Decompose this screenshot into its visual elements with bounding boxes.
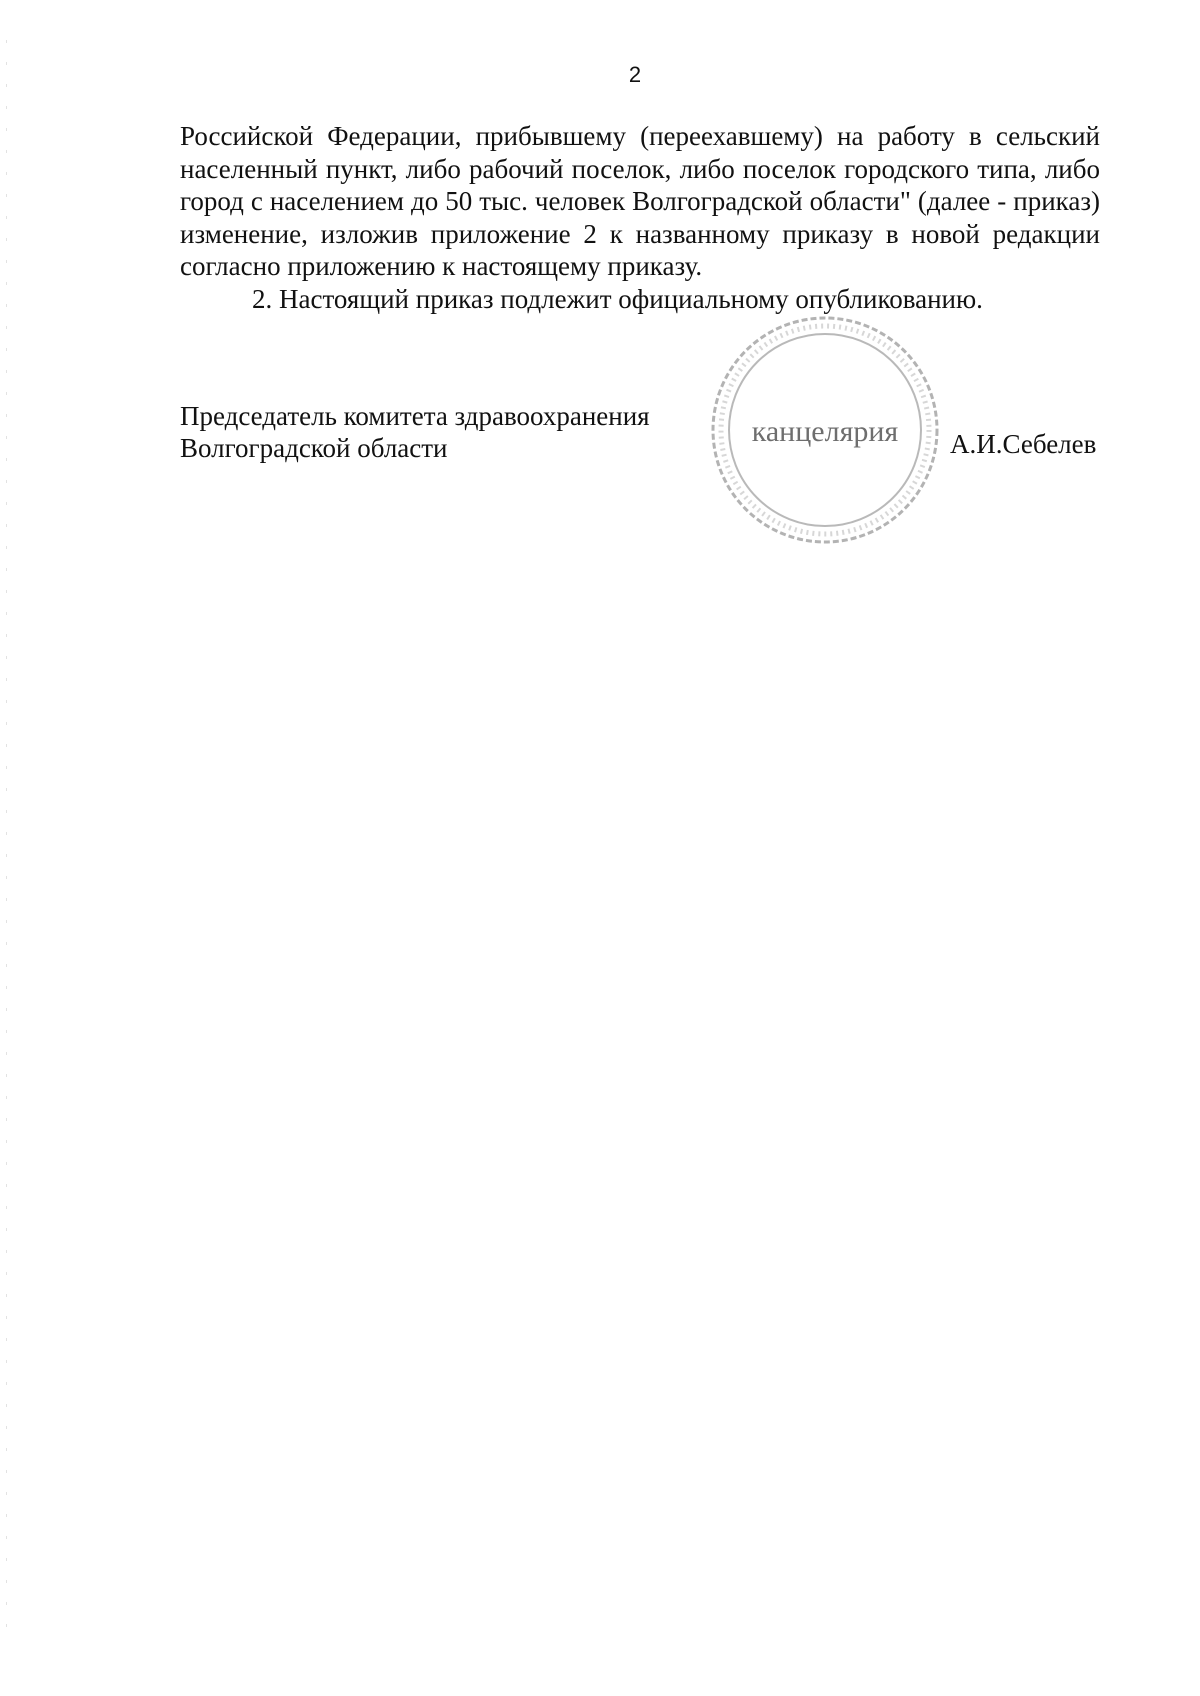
signatory-position-line2: Волгоградской области <box>180 433 448 463</box>
paragraph-publication: 2. Настоящий приказ подлежит официальному опубликованию. <box>252 283 983 314</box>
page-number: 2 <box>628 62 642 87</box>
stamp-center-text: канцелярия <box>751 415 899 448</box>
document-body <box>180 120 1100 315</box>
signatory-name: А.И.Себелев <box>950 429 1097 459</box>
scan-edge-marks <box>6 40 7 1640</box>
signatory-position-line1: Председатель комитета здравоохранения <box>180 401 650 431</box>
office-stamp <box>700 305 950 555</box>
signatory-position <box>180 400 650 464</box>
paragraph-continuation: Российской Федерации, прибывшему (переехавшему) на работу в сельский населенный пункт, либо рабочий поселок, либо поселок городского типа, либо город с населением до 50 тыс. человек Волгоградской области" (далее - приказ) изменение, изложив приложение 2 к названному приказу в новой редакции согласно приложению к настоящему приказу. <box>180 121 1100 281</box>
